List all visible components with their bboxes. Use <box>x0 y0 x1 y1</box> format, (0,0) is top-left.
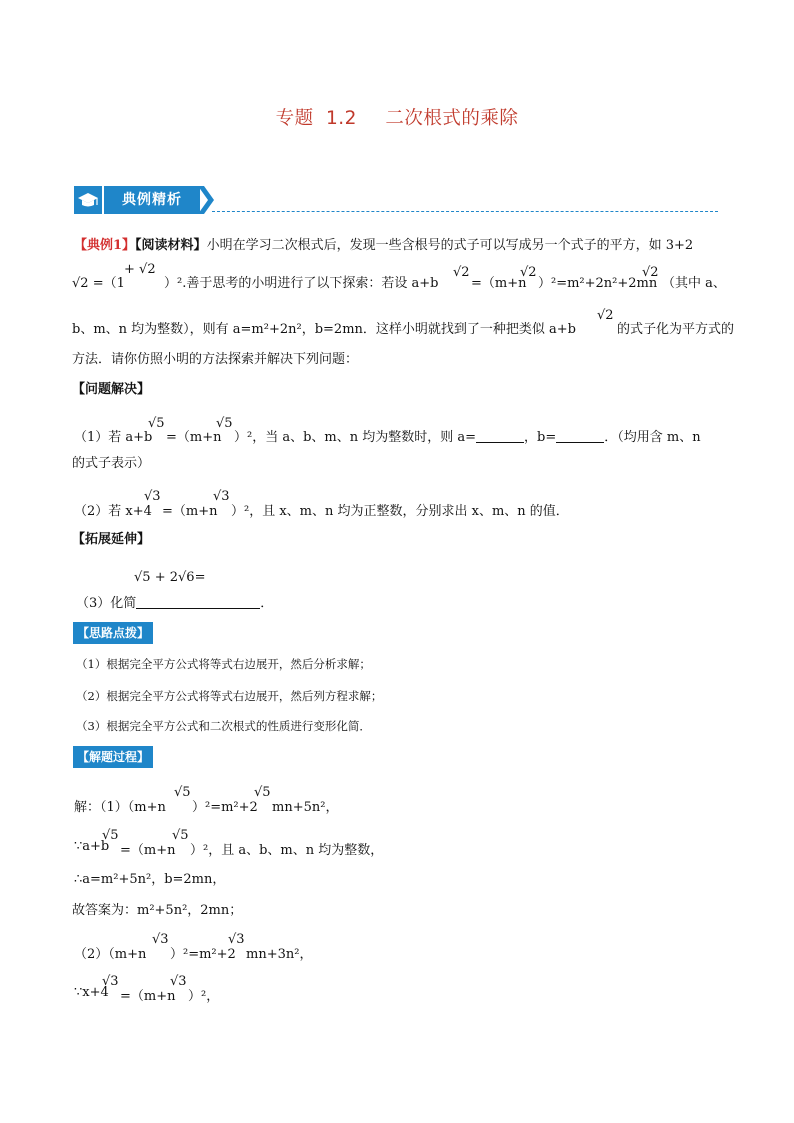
banner-label: 典例精析 <box>104 186 200 214</box>
sqrt-3-d: √3 <box>228 932 245 947</box>
solution-line-3: ∴a=m²+5n²，b=2mn， <box>74 872 226 887</box>
solution-line-5b: ）²=m²+2 <box>170 947 236 962</box>
example-text-1: 小明在学习二次根式后，发现一些含根号的式子可以写成另一个式子的平方，如 3+2 <box>206 238 694 253</box>
solution-line-6: ∵x+4 <box>74 985 109 1000</box>
solution-line-5: （2）（m+n <box>74 947 147 962</box>
sqrt-2-d: √2 <box>597 308 614 323</box>
sqrt-3-f: √3 <box>170 974 187 989</box>
problem-heading: 【问题解决】 <box>72 382 151 397</box>
solution-line-1b: ）²=m²+2 <box>192 800 258 815</box>
answer-blank-c[interactable] <box>136 596 260 609</box>
section-banner <box>74 186 214 214</box>
solution-line-1: 解：（1）（m+n <box>74 800 166 815</box>
example-line-1 <box>74 234 693 253</box>
answer-blank-b[interactable] <box>556 430 604 443</box>
example-line-4: 方法．请你仿照小明的方法探索并解决下列问题： <box>72 352 359 367</box>
example-line-2 <box>72 272 125 291</box>
question-1c: ）²，当 a、b、m、n 均为整数时，则 a= ，b= ．（均用含 m、n <box>234 430 701 445</box>
answer-blank-a[interactable] <box>476 430 524 443</box>
question-3: （3）化简 ． <box>76 596 274 611</box>
graduation-cap-icon <box>74 186 102 214</box>
solution-line-6c: ）²， <box>188 989 220 1004</box>
sqrt-3-b: √3 <box>213 489 230 504</box>
solution-line-2c: ）²，且 a、b、m、n 均为整数， <box>190 843 384 858</box>
sqrt-5-b: √5 <box>216 416 233 431</box>
solution-line-2: ∵a+b <box>74 839 110 854</box>
sqrt-symbol: √2 <box>72 276 89 291</box>
example-eq-1: =（1 <box>92 276 125 291</box>
hint-line-3: （3）根据完全平方公式和二次根式的性质进行变形化简． <box>76 719 371 733</box>
example-tag: 【典例1】 <box>74 238 136 253</box>
solution-line-1c: mn+5n²， <box>272 800 339 815</box>
solution-line-5c: mn+3n²， <box>246 947 313 962</box>
example-line-3b: 的式子化为平方式的 <box>617 322 735 337</box>
title-prefix: 专题 <box>275 108 314 129</box>
hint-line-1: （1）根据完全平方公式将等式右边展开，然后分析求解； <box>76 657 371 671</box>
solution-line-4: 故答案为：m²+5n²，2mn； <box>72 903 243 918</box>
question-2: （2）若 x+4 <box>74 504 152 519</box>
question-1-tail: 的式子表示） <box>72 456 151 471</box>
question-1: （1）若 a+b <box>74 430 153 445</box>
sqrt-5-f: √5 <box>172 828 189 843</box>
title-text: 二次根式的乘除 <box>385 108 519 129</box>
solution-tag: 【解题过程】 <box>73 746 153 768</box>
example-line-2d: ）²=m²+2n²+2mn <box>538 276 658 291</box>
sqrt-3-e: √3 <box>102 974 119 989</box>
question-1b: =（m+n <box>166 430 222 445</box>
sqrt-5-a: √5 <box>148 416 165 431</box>
sqrt-2-a: √2 <box>453 265 470 280</box>
sqrt-3-a: √3 <box>144 489 161 504</box>
page-title <box>0 104 794 130</box>
chevron-right-icon <box>198 186 216 214</box>
solution-line-6b: =（m+n <box>120 989 176 1004</box>
example-line-2b: ）².善于思考的小明进行了以下探索：若设 a+b <box>164 276 439 291</box>
hint-tag: 【思路点拨】 <box>73 622 153 644</box>
sqrt-3-c: √3 <box>152 932 169 947</box>
hint-line-2: （2）根据完全平方公式将等式右边展开，然后列方程求解； <box>76 689 383 703</box>
question-2c: ）²，且 x、m、n 均为正整数，分别求出 x、m、n 的值． <box>231 504 569 519</box>
sqrt-2-c: √2 <box>642 265 659 280</box>
example-line-3: b、m、n 均为整数），则有 a=m²+2n²，b=2mn．这样小明就找到了一种把类似 a+b <box>72 322 576 337</box>
title-number: 1.2 <box>326 108 357 129</box>
extension-heading: 【拓展延伸】 <box>72 532 151 547</box>
sqrt-5-e: √5 <box>102 828 119 843</box>
banner-divider <box>212 211 718 212</box>
solution-line-2b: =（m+n <box>120 843 176 858</box>
sqrt-5-c: √5 <box>174 785 191 800</box>
plus-sqrt-2: + √2 <box>124 262 156 277</box>
sqrt-5-d: √5 <box>254 785 271 800</box>
material-tag: 【阅读材料】 <box>135 238 207 253</box>
sqrt-nested: √5 + 2√6= <box>134 570 206 585</box>
question-2b: =（m+n <box>162 504 218 519</box>
example-line-2c: =（m+n <box>471 276 527 291</box>
sqrt-2-b: √2 <box>520 265 537 280</box>
example-line-2e: （其中 a、 <box>662 276 726 291</box>
